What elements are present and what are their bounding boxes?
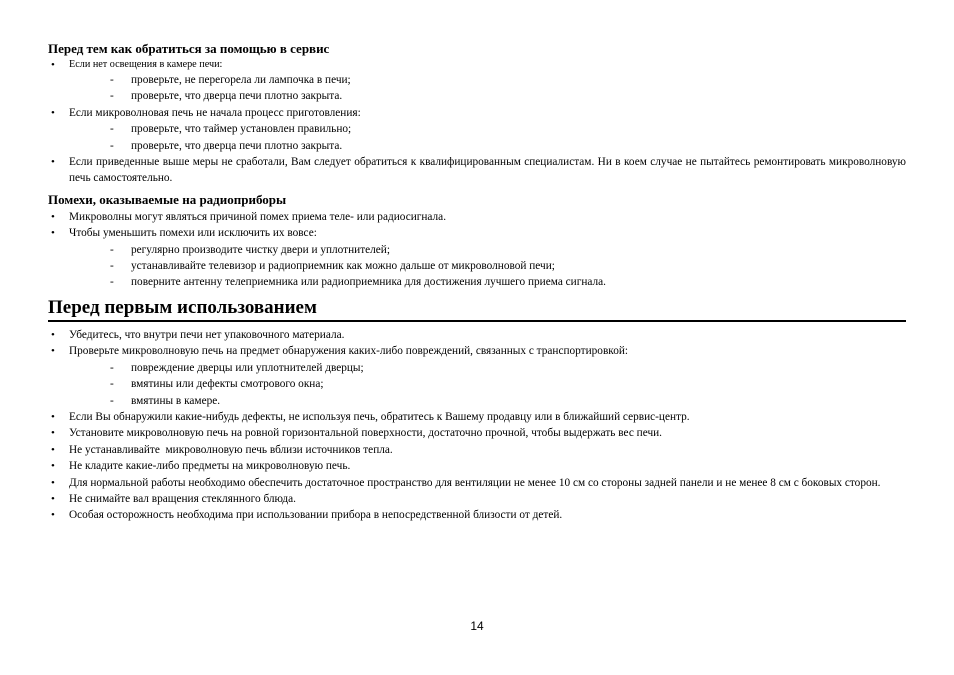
- section-heading-service: Перед тем как обратиться за помощью в сервис: [48, 41, 330, 56]
- sub-list-item: [69, 242, 906, 258]
- section-heading-first-use: Перед первым использованием: [48, 297, 906, 322]
- list-item: [48, 209, 906, 225]
- list-item: [48, 409, 906, 425]
- sub-list-item: [69, 360, 906, 376]
- sub-list-item: [69, 376, 906, 392]
- sub-item-text: проверьте, что таймер установлен правильно;: [131, 123, 352, 136]
- dash-icon: -: [110, 90, 114, 103]
- list-item-text: Если приведенные выше меры не сработали, Вам следует обратиться к квалифицированным специалистам. Ни в коем случае не пытайтесь ремонтировать микроволновую печь самостоятельно.: [69, 156, 906, 185]
- dash-icon: -: [110, 123, 114, 136]
- list-item-text: Не снимайте вал вращения стеклянного блюда.: [69, 492, 296, 505]
- list-item: [48, 507, 906, 523]
- list-item-text: Если микроволновая печь не начала процесс приготовления:: [69, 106, 361, 119]
- sub-item-text: повреждение дверцы или уплотнителей дверцы;: [131, 361, 364, 374]
- sub-list: [69, 242, 906, 291]
- sub-list: [69, 72, 906, 105]
- list-item-text: Установите микроволновую печь на ровной горизонтальной поверхности, достаточно прочной, чтобы выдержать вес печи.: [69, 427, 662, 440]
- sub-list-item: [69, 72, 906, 88]
- sub-list-item: [69, 88, 906, 104]
- bullet-icon: •: [51, 492, 55, 505]
- list-item-text: Для нормальной работы необходимо обеспечить достаточное пространство для вентиляции не менее 10 см со стороны задней панели и не менее 8 см с боковых сторон.: [69, 476, 881, 489]
- dash-icon: -: [110, 276, 114, 289]
- list-item-text: Убедитесь, что внутри печи нет упаковочного материала.: [69, 328, 345, 341]
- bullet-icon: •: [51, 443, 55, 456]
- bullet-icon: •: [51, 106, 55, 119]
- list-item: [48, 225, 906, 291]
- sub-list-item: [69, 258, 906, 274]
- document-page: [48, 40, 906, 524]
- list-item-text: Микроволны могут являться причиной помех приема теле- или радиосигнала.: [69, 210, 447, 223]
- list-item: [48, 105, 906, 154]
- list-item: [48, 343, 906, 409]
- bullet-icon: •: [51, 345, 55, 358]
- service-list: [48, 58, 906, 187]
- dash-icon: -: [110, 243, 114, 256]
- sub-item-text: поверните антенну телеприемника или радиоприемника для достижения лучшего приема сигнала.: [131, 276, 606, 289]
- bullet-icon: •: [51, 460, 55, 473]
- sub-list-item: [69, 138, 906, 154]
- bullet-icon: •: [51, 476, 55, 489]
- list-item-text: Проверьте микроволновую печь на предмет обнаружения каких-либо повреждений, связанных с транспортировкой:: [69, 345, 629, 358]
- bullet-icon: •: [51, 156, 55, 169]
- dash-icon: -: [110, 74, 114, 86]
- bullet-icon: •: [51, 427, 55, 440]
- sub-item-text: проверьте, что дверца печи плотно закрыта.: [131, 139, 343, 152]
- bullet-icon: •: [51, 227, 55, 240]
- list-item: [48, 327, 906, 343]
- list-item-text: Не кладите какие-либо предметы на микроволновую печь.: [69, 460, 351, 473]
- dash-icon: -: [110, 260, 114, 273]
- dash-icon: -: [110, 361, 114, 374]
- list-item: [48, 425, 906, 441]
- section-heading-interference: Помехи, оказываемые на радиоприборы: [48, 191, 287, 207]
- bullet-icon: •: [51, 410, 55, 423]
- list-item-text: Чтобы уменьшить помехи или исключить их вовсе:: [69, 227, 317, 240]
- dash-icon: -: [110, 394, 114, 407]
- interference-list: [48, 209, 906, 291]
- list-item: [48, 58, 906, 105]
- bullet-icon: •: [51, 509, 55, 522]
- list-item: [48, 491, 906, 507]
- sub-list: [69, 121, 906, 154]
- sub-list-item: [69, 393, 906, 409]
- list-item: [48, 154, 906, 187]
- list-item: [48, 442, 906, 458]
- first-use-list: [48, 327, 906, 524]
- bullet-icon: •: [51, 210, 55, 223]
- list-item-text: Не устанавливайте микроволновую печь вблизи источников тепла.: [69, 443, 393, 456]
- sub-item-text: устанавливайте телевизор и радиоприемник как можно дальше от микроволновой печи;: [131, 260, 555, 273]
- sub-list-item: [69, 121, 906, 137]
- sub-item-text: проверьте, не перегорела ли лампочка в печи;: [131, 74, 351, 86]
- list-item-text: Особая осторожность необходима при использовании прибора в непосредственной близости от детей.: [69, 509, 563, 522]
- sub-item-text: вмятины или дефекты смотрового окна;: [131, 378, 324, 391]
- sub-list-item: [69, 274, 906, 290]
- list-item-text: Если нет освещения в камере печи:: [69, 59, 223, 70]
- dash-icon: -: [110, 378, 114, 391]
- sub-list: [69, 360, 906, 409]
- bullet-icon: •: [51, 59, 55, 71]
- sub-item-text: регулярно производите чистку двери и уплотнителей;: [131, 243, 390, 256]
- sub-item-text: вмятины в камере.: [131, 394, 221, 407]
- sub-item-text: проверьте, что дверца печи плотно закрыта.: [131, 90, 343, 103]
- list-item: [48, 475, 906, 491]
- list-item-text: Если Вы обнаружили какие-нибудь дефекты, не используя печь, обратитесь к Вашему продавцу или в ближайший сервис-центр.: [69, 410, 690, 423]
- bullet-icon: •: [51, 328, 55, 341]
- dash-icon: -: [110, 139, 114, 152]
- list-item: [48, 458, 906, 474]
- page-number: 14: [470, 619, 484, 633]
